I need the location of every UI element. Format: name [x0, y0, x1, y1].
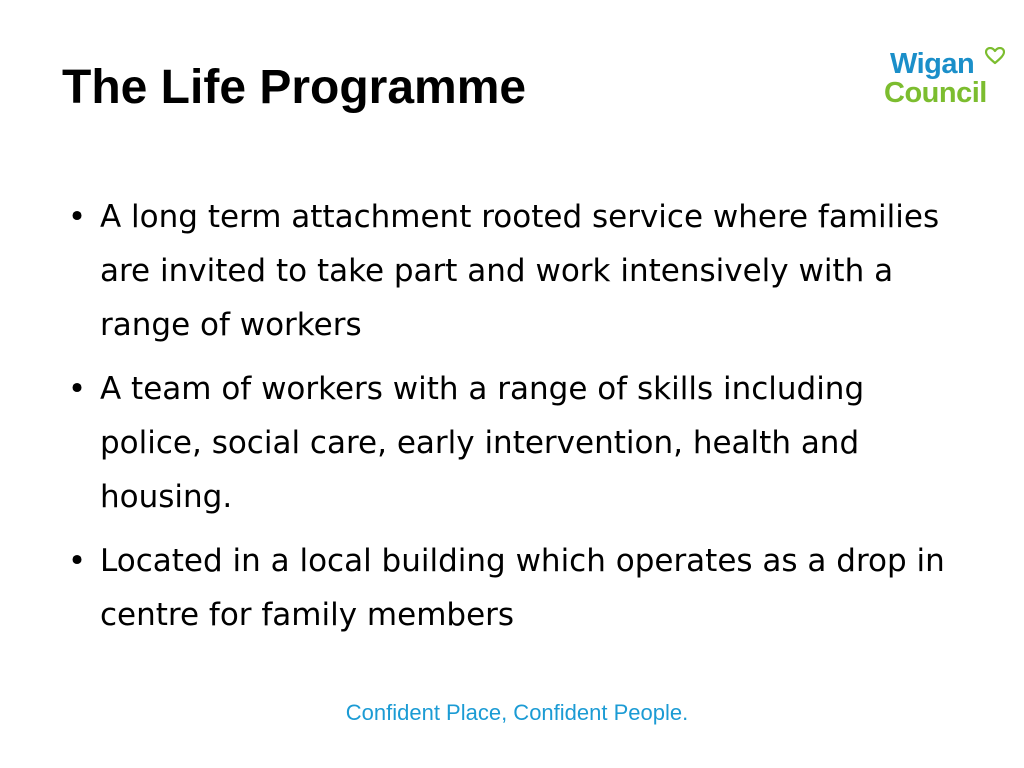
- wigan-council-logo: [884, 47, 1006, 117]
- footer-slogan: Confident Place, Confident People.: [345, 700, 689, 725]
- bullet-text: Located in a local building which operates as a drop in centre for family members: [100, 543, 945, 633]
- bullet-item: [62, 190, 972, 352]
- bullet-text: A team of workers with a range of skills including police, social care, early intervention, health and housing.: [100, 371, 865, 515]
- bullet-item: [62, 362, 972, 524]
- logo-wigan-text: Wigan: [890, 48, 975, 80]
- bullet-item: [62, 534, 972, 642]
- slide-title: The Life Programme: [62, 61, 527, 114]
- bullet-dot: •: [67, 371, 87, 407]
- bullet-list: [62, 190, 972, 652]
- bullet-dot: •: [67, 199, 87, 235]
- bullet-text: A long term attachment rooted service where families are invited to take part and work intensively with a range of workers: [100, 199, 940, 343]
- logo-council-text: Council: [884, 77, 987, 109]
- heart-outline-icon: [985, 47, 1005, 65]
- bullet-dot: •: [67, 543, 87, 579]
